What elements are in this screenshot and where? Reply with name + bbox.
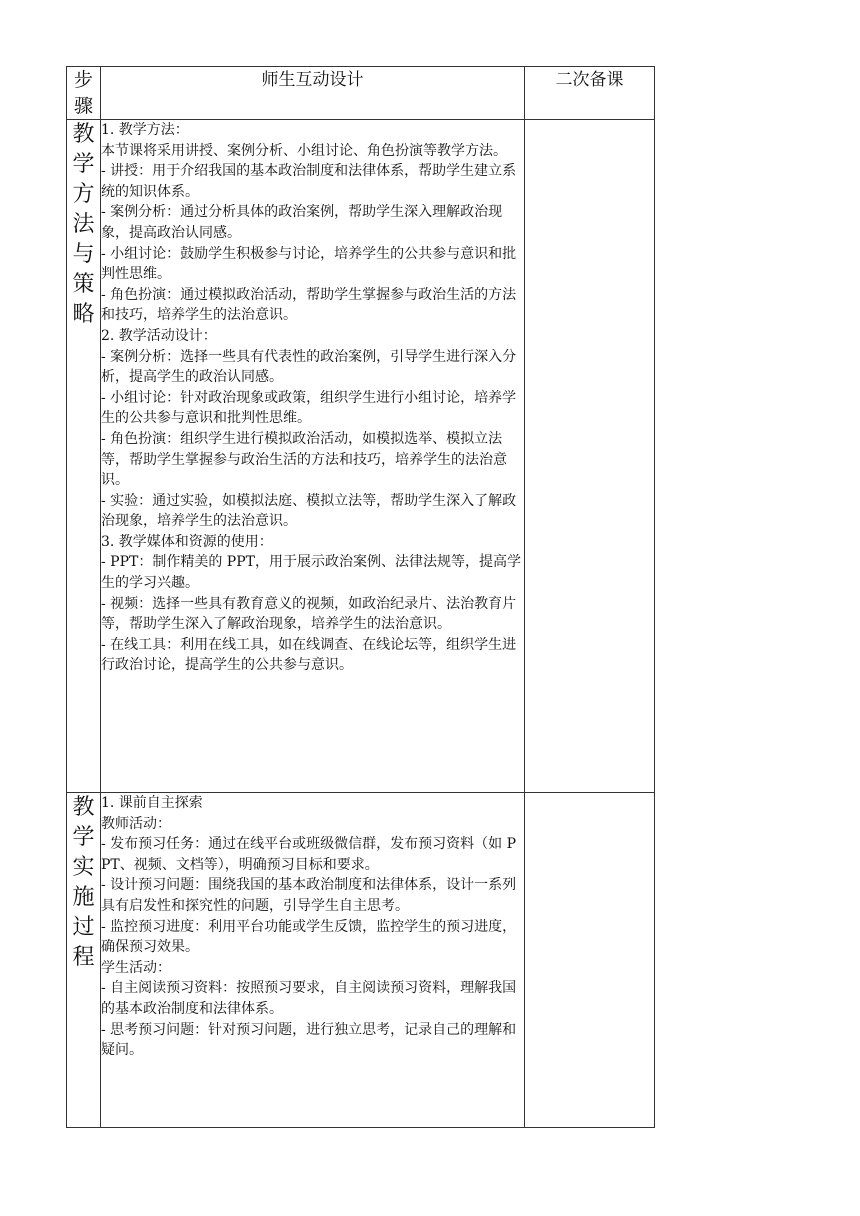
text-line: - 发布预习任务：通过在线平台或班级微信群，发布预习资料（如 PPT、视频、文档等），明确预习目标和要求。 [101, 836, 517, 873]
label-char: 法 [72, 212, 95, 237]
label-char: 方 [72, 182, 95, 207]
text-line: 3. 教学媒体和资源的使用： [101, 533, 273, 550]
text-line: - 思考预习问题：针对预习问题，进行独立思考，记录自己的理解和疑问。 [101, 1021, 517, 1059]
text-line: - 自主阅读预习资料：按照预习要求，自主阅读预习资料，理解我国的基本政治制度和法律体系。 [101, 980, 517, 1017]
step-label-process [67, 793, 101, 1128]
label-char: 程 [72, 945, 95, 970]
header-step: 步骤 [67, 67, 101, 120]
second-prep-cell[interactable] [525, 793, 655, 1128]
text-line: - 讲授：用于介绍我国的基本政治制度和法律体系，帮助学生建立系统的知识体系。 [101, 163, 517, 200]
text-line: - 角色扮演：组织学生进行模拟政治活动，如模拟选举、模拟立法等，帮助学生掌握参与政治生活的方法和技巧，培养学生的法治意识。 [101, 430, 507, 489]
label-char: 策 [72, 272, 95, 297]
text-line: - 实验：通过实验，如模拟法庭、模拟立法等，帮助学生深入了解政治现象，培养学生的法治意识。 [101, 492, 517, 530]
label-char: 过 [72, 915, 95, 940]
label-char: 学 [72, 825, 95, 850]
text-line: - 小组讨论：鼓励学生积极参与讨论，培养学生的公共参与意识和批判性思维。 [101, 245, 517, 283]
text-line: - PPT：制作精美的 PPT，用于展示政治案例、法律法规等，提高学生的学习兴趣。 [101, 554, 521, 592]
text-line: 学生活动： [101, 959, 171, 976]
text-line: - 监控预习进度：利用平台功能或学生反馈，监控学生的预习进度，确保预习效果。 [101, 918, 517, 956]
label-char: 教 [72, 122, 95, 147]
label-char: 略 [72, 302, 95, 327]
lesson-plan-table [66, 66, 655, 1128]
text-line: - 在线工具：利用在线工具，如在线调查、在线论坛等，组织学生进行政治讨论，提高学生的公共参与意识。 [101, 636, 517, 674]
label-char: 施 [72, 885, 95, 910]
text-line: - 案例分析：通过分析具体的政治案例，帮助学生深入理解政治现象，提高政治认同感。 [101, 204, 503, 241]
label-char: 学 [72, 152, 95, 177]
label-char: 实 [72, 855, 95, 880]
header-design: 师生互动设计 [101, 67, 525, 120]
table-row [67, 793, 655, 1128]
text-line: 教师活动： [101, 815, 171, 832]
text-line: 1. 课前自主探索 [101, 795, 203, 811]
text-line: 2. 教学活动设计： [101, 327, 217, 344]
step-label-methods [67, 120, 101, 793]
text-line: 本节课将采用讲授、案例分析、小组讨论、角色扮演等教学方法。 [101, 142, 507, 159]
text-line: - 设计预习问题：围绕我国的基本政治制度和法律体系，设计一系列具有启发性和探究性的问题，引导学生自主思考。 [101, 877, 517, 914]
text-line: 1. 教学方法： [101, 122, 189, 138]
second-prep-cell[interactable] [525, 120, 655, 793]
text-line: - 视频：选择一些具有教育意义的视频，如政治纪录片、法治教育片等，帮助学生深入了解政治现象，培养学生的法治意识。 [101, 595, 517, 633]
header-second-prep: 二次备课 [525, 67, 655, 120]
table-header-row [67, 67, 655, 120]
label-char: 教 [72, 795, 95, 820]
text-line: - 角色扮演：通过模拟政治活动，帮助学生掌握参与政治生活的方法和技巧，培养学生的法治意识。 [101, 286, 517, 324]
design-content-methods [101, 120, 525, 793]
label-char: 与 [72, 242, 95, 267]
design-content-process [101, 793, 525, 1128]
text-line: - 案例分析：选择一些具有代表性的政治案例，引导学生进行深入分析，提高学生的政治认同感。 [101, 348, 517, 386]
table-row [67, 120, 655, 793]
text-line: - 小组讨论：针对政治现象或政策，组织学生进行小组讨论，培养学生的公共参与意识和批判性思维。 [101, 389, 517, 427]
